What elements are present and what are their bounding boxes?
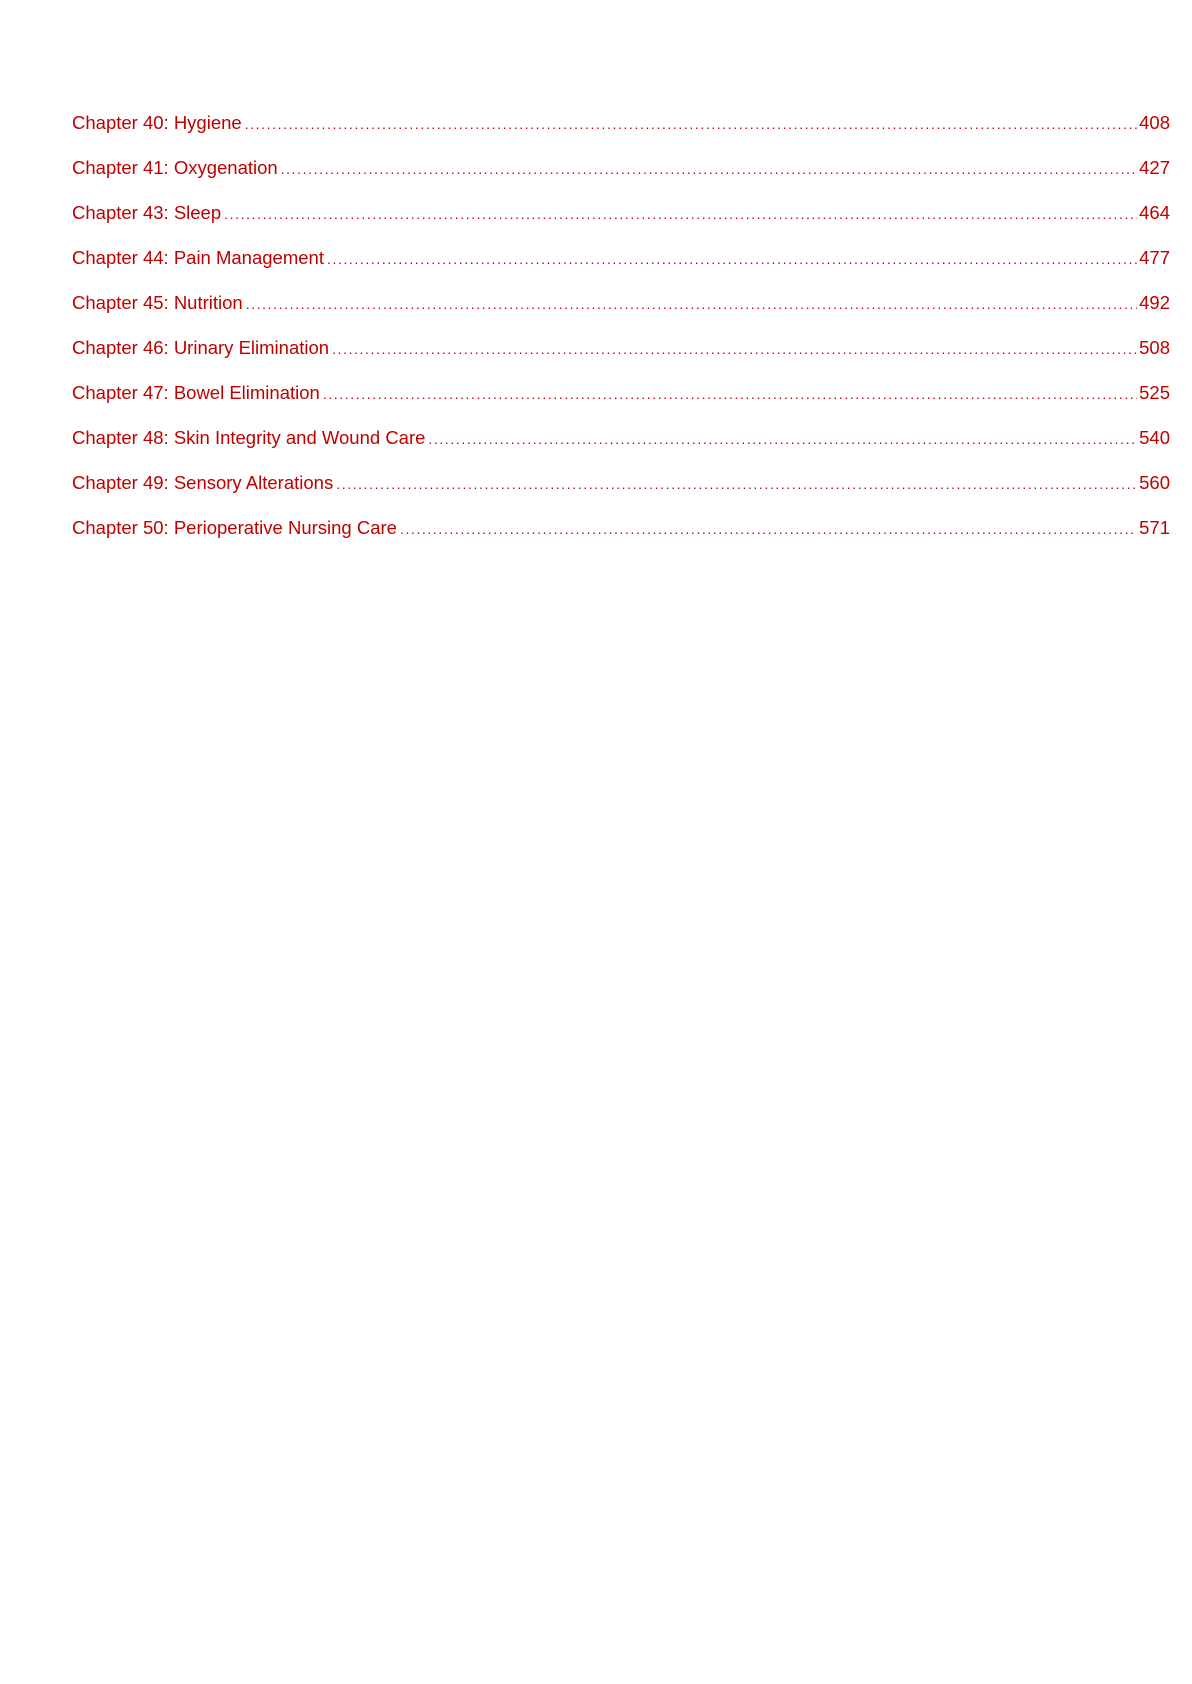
toc-entry-title: Chapter 45: Nutrition [72,292,243,313]
toc-entry-chapter-41[interactable] [72,155,1170,200]
dot-leader [332,336,1137,362]
dot-leader [224,201,1137,227]
toc-entry-page-number: 540 [1139,427,1170,448]
toc-entry-title: Chapter 41: Oxygenation [72,157,278,178]
toc-entry-chapter-44[interactable] [72,245,1170,290]
toc-entry-title: Chapter 49: Sensory Alterations [72,472,334,493]
toc-entry-chapter-47[interactable] [72,380,1170,425]
dot-leader [246,291,1137,317]
toc-entry-title: Chapter 48: Skin Integrity and Wound Care [72,427,426,448]
toc-entry-chapter-48[interactable] [72,425,1170,470]
dot-leader [400,516,1137,542]
dot-leader [245,111,1137,137]
toc-entry-page-number: 492 [1139,292,1170,313]
table-of-contents [72,110,1170,560]
dot-leader [327,246,1137,272]
toc-entry-page-number: 477 [1139,247,1170,268]
toc-entry-title: Chapter 47: Bowel Elimination [72,382,320,403]
toc-entry-page-number: 508 [1139,337,1170,358]
toc-entry-page-number: 525 [1139,382,1170,403]
toc-entry-page-number: 427 [1139,157,1170,178]
toc-entry-title: Chapter 50: Perioperative Nursing Care [72,517,397,538]
toc-entry-chapter-45[interactable] [72,290,1170,335]
toc-entry-chapter-40[interactable] [72,110,1170,155]
toc-entry-chapter-49[interactable] [72,470,1170,515]
toc-entry-chapter-46[interactable] [72,335,1170,380]
toc-entry-title: Chapter 43: Sleep [72,202,222,223]
toc-entry-page-number: 560 [1139,472,1170,493]
toc-entry-page-number: 464 [1139,202,1170,223]
dot-leader [323,381,1137,407]
toc-entry-title: Chapter 40: Hygiene [72,112,242,133]
dot-leader [281,156,1137,182]
toc-entry-page-number: 408 [1139,112,1170,133]
dot-leader [428,426,1137,452]
toc-entry-chapter-50[interactable] [72,515,1170,560]
toc-entry-page-number: 571 [1139,517,1170,538]
toc-entry-title: Chapter 44: Pain Management [72,247,324,268]
toc-entry-chapter-43[interactable] [72,200,1170,245]
dot-leader [336,471,1137,497]
toc-entry-title: Chapter 46: Urinary Elimination [72,337,330,358]
